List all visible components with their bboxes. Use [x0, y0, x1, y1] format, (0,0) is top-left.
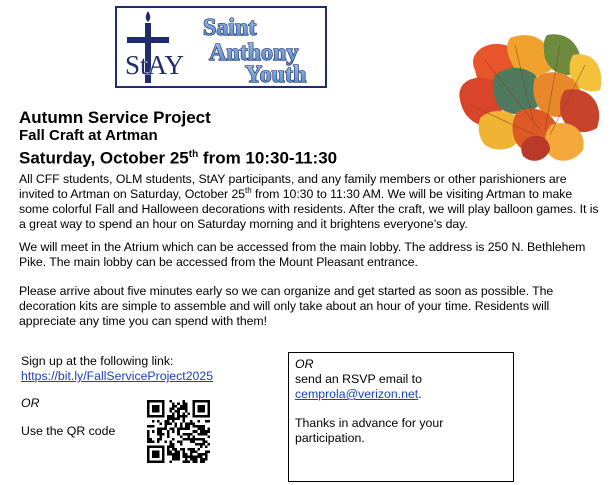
logo-anthony-text: Anthony	[209, 40, 299, 66]
logo-stay-text: StAY	[125, 50, 185, 80]
qr-code-icon[interactable]	[147, 400, 210, 463]
event-date-suffix: from 10:30-11:30	[198, 148, 338, 168]
signup-link[interactable]: https://bit.ly/FallServiceProject2025	[21, 369, 214, 383]
autumn-leaves-icon	[455, 30, 607, 168]
event-date-sup: th	[188, 149, 199, 160]
or-label-right: OR	[295, 357, 314, 371]
logo-saint-text: Saint	[203, 15, 257, 41]
paragraph-location: We will meet in the Atrium which can be accessed from the main lobby. The address is 250 N. Bethlehem Pike. The main lobby can be accessed from the Mount Pleasant entrance.	[19, 240, 586, 269]
event-date	[19, 145, 337, 169]
heading-block	[19, 108, 337, 169]
invitation-sup: th	[245, 185, 252, 195]
rsvp-email-suffix: .	[418, 387, 422, 401]
paragraph-invitation	[19, 172, 601, 232]
page-title: Autumn Service Project	[19, 108, 211, 127]
event-date-prefix: Saturday, October 25	[19, 148, 189, 168]
or-label-left: OR	[21, 396, 40, 410]
thanks-text: Thanks in advance for your participation.	[295, 416, 444, 445]
signup-block	[21, 354, 213, 384]
cross-logo-icon	[117, 8, 325, 86]
logo-youth-text: Youth	[245, 62, 307, 86]
rsvp-email-line	[295, 387, 507, 402]
qr-code-label: Use the QR code	[21, 424, 116, 438]
invitation-text-b: from 10:30 to 11:30 AM. We will be visiting Artman to make some colorful Fall and Halloween decorations with residents. After the craft, we will play balloon games. It is a great way to spend an hour on Saturday morning and it brightens everyone’s day.	[19, 187, 599, 231]
page-subtitle: Fall Craft at Artman	[19, 127, 158, 144]
rsvp-email-link[interactable]: cemprola@verizon.net	[295, 387, 419, 401]
rsvp-instruction: send an RSVP email to	[295, 372, 422, 386]
paragraph-arrival: Please arrive about five minutes early so we can organize and get started as soon as possible. The decoration kits are simple to assemble and will only take about an hour of your time. Residents will appreciate any time you can spend with them!	[19, 284, 554, 328]
rsvp-box	[288, 352, 514, 482]
saint-anthony-youth-logo	[115, 6, 327, 88]
signup-label: Sign up at the following link:	[21, 354, 174, 368]
invitation-text-a: All CFF students, OLM students, StAY participants, and any family members or other parishioners are invited to Artman on Saturday, October 25	[19, 172, 567, 201]
